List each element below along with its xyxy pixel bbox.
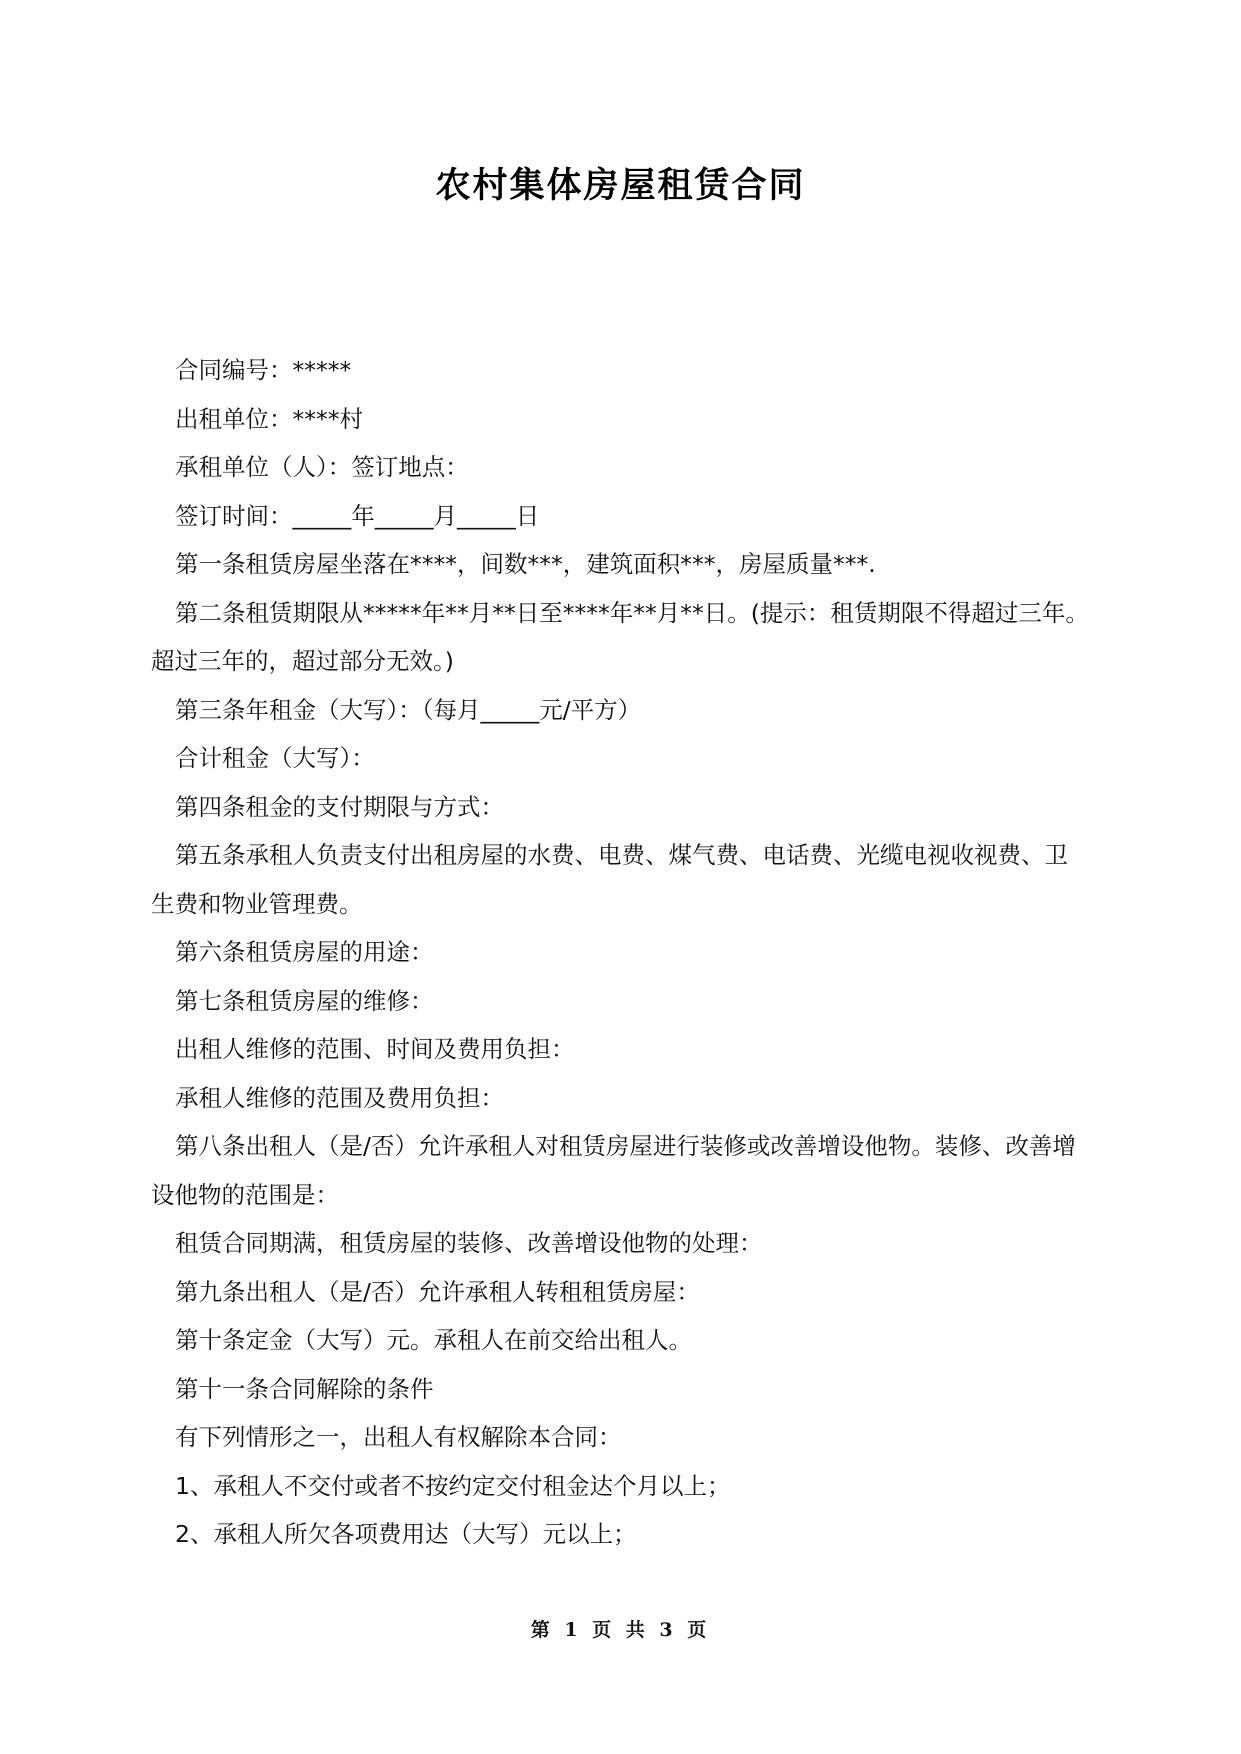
paragraph-article-2: 第二条租赁期限从*****年**月**日至****年**月**日。(提示：租赁期限不得超过三年。超过三年的，超过部分无效。) bbox=[151, 598, 1089, 675]
paragraph-contract-number: 合同编号：***** bbox=[175, 356, 352, 384]
paragraph-article-11: 第十一条合同解除的条件 bbox=[175, 1374, 434, 1403]
paragraph-total-rent: 合计租金（大写）： bbox=[175, 744, 375, 772]
paragraph-termination-item-2: 2、承租人所欠各项费用达（大写）元以上； bbox=[175, 1520, 637, 1548]
paragraph-lessor-unit: 出租单位：****村 bbox=[175, 404, 363, 433]
paragraph-lessor-repair: 出租人维修的范围、时间及费用负担： bbox=[175, 1035, 575, 1063]
paragraph-article-9: 第九条出租人（是/否）允许承租人转租租赁房屋： bbox=[175, 1277, 700, 1306]
paragraph-article-5: 第五条承租人负责支付出租房屋的水费、电费、煤气费、电话费、光缆电视收视费、卫生费和物业管理费。 bbox=[151, 841, 1068, 918]
paragraph-article-4: 第四条租金的支付期限与方式： bbox=[175, 792, 504, 821]
paragraph-lessee-unit: 承租单位（人）：签订地点： bbox=[175, 453, 469, 481]
paragraph-lessee-repair: 承租人维修的范围及费用负担： bbox=[175, 1083, 504, 1112]
paragraph-article-6: 第六条租赁房屋的用途： bbox=[175, 938, 434, 966]
document-body bbox=[151, 346, 1091, 1559]
paragraph-signing-date: 签订时间：_____年_____月_____日 bbox=[175, 501, 540, 530]
paragraph-article-10: 第十条定金（大写）元。承租人在前交给出租人。 bbox=[175, 1326, 692, 1354]
paragraph-article-1: 第一条租赁房屋坐落在****，间数***，建筑面积***，房屋质量***. bbox=[175, 550, 876, 578]
document-title: 农村集体房屋租赁合同 bbox=[435, 166, 806, 206]
paragraph-article-7: 第七条租赁房屋的维修： bbox=[175, 986, 434, 1015]
paragraph-lease-expiry: 租赁合同期满，租赁房屋的装修、改善增设他物的处理： bbox=[175, 1229, 763, 1257]
paragraph-article-3: 第三条年租金（大写）：（每月_____元/平方） bbox=[175, 695, 642, 724]
paragraph-article-8: 第八条出租人（是/否）允许承租人对租赁房屋进行装修或改善增设他物。装修、改善增设他物的范围是： bbox=[151, 1132, 1076, 1209]
paragraph-termination-item-1: 1、承租人不交付或者不按约定交付租金达个月以上； bbox=[175, 1471, 731, 1500]
page-footer: 第 1 页 共 3 页 bbox=[530, 1619, 711, 1641]
paragraph-termination-intro: 有下列情形之一，出租人有权解除本合同： bbox=[175, 1423, 622, 1451]
